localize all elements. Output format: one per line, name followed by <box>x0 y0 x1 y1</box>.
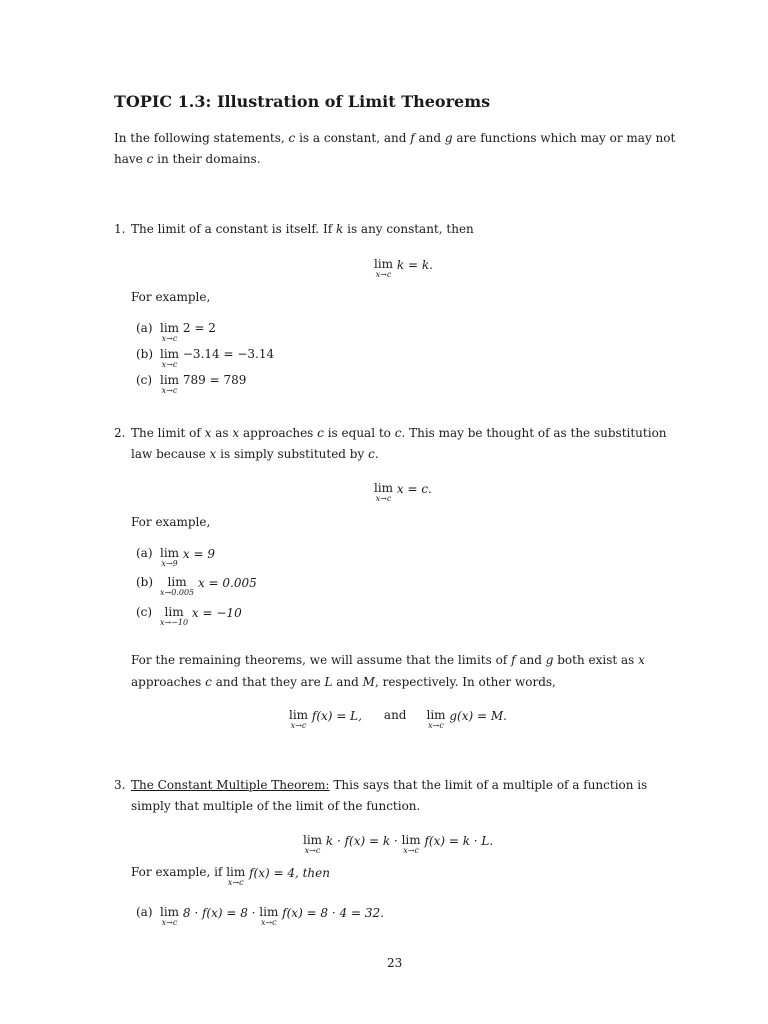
item-2-example-b: (b) lim x→0.005 x = 0.005 <box>136 575 257 597</box>
theorem-name: The Constant Multiple Theorem: <box>131 778 330 792</box>
item-3-example-intro: For example, if lim x→c f(x) = 4, then <box>131 865 330 887</box>
item-1-for-example: For example, <box>131 290 211 304</box>
item-3-display: lim x→c k · f(x) = k · lim x→c f(x) = k · L. <box>303 833 494 855</box>
page-title: TOPIC 1.3: Illustration of Limit Theorems <box>114 92 491 111</box>
item-2-example-c: (c) lim x→−10 x = −10 <box>136 605 242 627</box>
page-number: 23 <box>387 956 403 970</box>
item-2-example-a: (a) lim x→9 x = 9 <box>136 546 215 568</box>
item-3-example-a: (a) lim x→c 8 · f(x) = 8 · lim x→c f(x) = 8 · 4 = 32. <box>136 905 384 927</box>
item-2-line-2: law because x is simply substituted by c. <box>131 447 379 461</box>
item-2-display: lim x→c x = c. <box>374 481 432 503</box>
intro-line-2: have c in their domains. <box>114 152 261 166</box>
remaining-line-1: For the remaining theorems, we will assume that the limits of f and g both exist as x <box>131 653 645 667</box>
remaining-line-2: approaches c and that they are L and M, respectively. In other words, <box>131 675 556 689</box>
item-2-for-example: For example, <box>131 515 211 529</box>
item-1-text: The limit of a constant is itself. If k is any constant, then <box>131 222 474 236</box>
item-2-line-1: The limit of x as x approaches c is equal to c. This may be thought of as the substitution <box>131 426 667 440</box>
item-1-example-b: (b) lim x→c −3.14 = −3.14 <box>136 347 275 369</box>
item-2-number: 2. <box>114 426 126 440</box>
item-3-line-1: The Constant Multiple Theorem: This says that the limit of a multiple of a function is <box>131 778 648 792</box>
remaining-display: lim x→c f(x) = L, and lim x→c g(x) = M. <box>289 708 507 730</box>
item-1-example-c: (c) lim x→c 789 = 789 <box>136 373 247 395</box>
item-1-number: 1. <box>114 222 126 236</box>
item-3-number: 3. <box>114 778 126 792</box>
item-1-example-a: (a) lim x→c 2 = 2 <box>136 321 216 343</box>
item-1-display: lim x→c k = k. <box>374 257 433 279</box>
intro-line-1: In the following statements, c is a constant, and f and g are functions which may or may not <box>114 131 676 145</box>
item-3-line-2: simply that multiple of the limit of the function. <box>131 799 421 813</box>
